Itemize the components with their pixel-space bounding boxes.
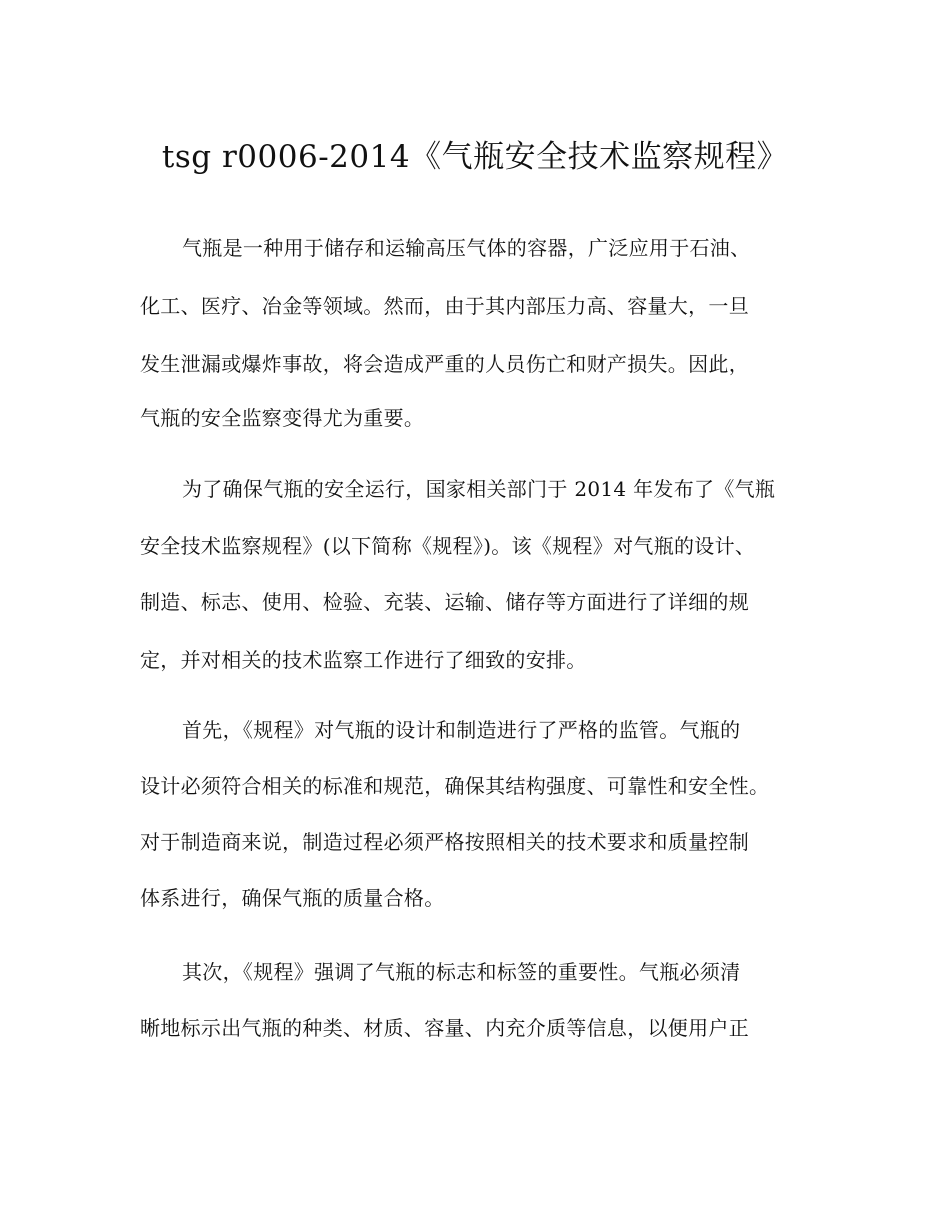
paragraph-1-line-3: 发生泄漏或爆炸事故，将会造成严重的人员伤亡和财产损失。因此，	[140, 352, 749, 376]
paragraph-3-line-3: 对于制造商来说，制造过程必须严格按照相关的技术要求和质量控制	[140, 830, 749, 854]
paragraph-2-line-1: 为了确保气瓶的安全运行，国家相关部门于 2014 年发布了《气瓶	[182, 477, 776, 501]
paragraph-1-line-4: 气瓶的安全监察变得尤为重要。	[140, 406, 425, 430]
paragraph-4-line-1: 其次，《规程》强调了气瓶的标志和标签的重要性。气瓶必须清	[182, 960, 741, 984]
paragraph-2-line-3: 制造、标志、使用、检验、充装、运输、储存等方面进行了详细的规	[140, 590, 749, 614]
paragraph-3-line-2: 设计必须符合相关的标准和规范，确保其结构强度、可靠性和安全性。	[140, 774, 770, 798]
paragraph-3-line-1: 首先，《规程》对气瓶的设计和制造进行了严格的监管。气瓶的	[182, 718, 741, 742]
paragraph-3-line-4: 体系进行，确保气瓶的质量合格。	[140, 886, 445, 910]
paragraph-2-line-4: 定，并对相关的技术监察工作进行了细致的安排。	[140, 648, 587, 672]
paragraph-1-line-2: 化工、医疗、冶金等领域。然而，由于其内部压力高、容量大，一旦	[140, 294, 749, 318]
paragraph-4-line-2: 晰地标示出气瓶的种类、材质、容量、内充介质等信息，以便用户正	[140, 1016, 749, 1040]
paragraph-2-line-2: 安全技术监察规程》(以下简称《规程》)。该《规程》对气瓶的设计、	[140, 534, 756, 558]
paragraph-1-line-1: 气瓶是一种用于储存和运输高压气体的容器，广泛应用于石油、	[182, 236, 751, 260]
document-title: tsg r0006-2014《气瓶安全技术监察规程》	[161, 139, 789, 175]
